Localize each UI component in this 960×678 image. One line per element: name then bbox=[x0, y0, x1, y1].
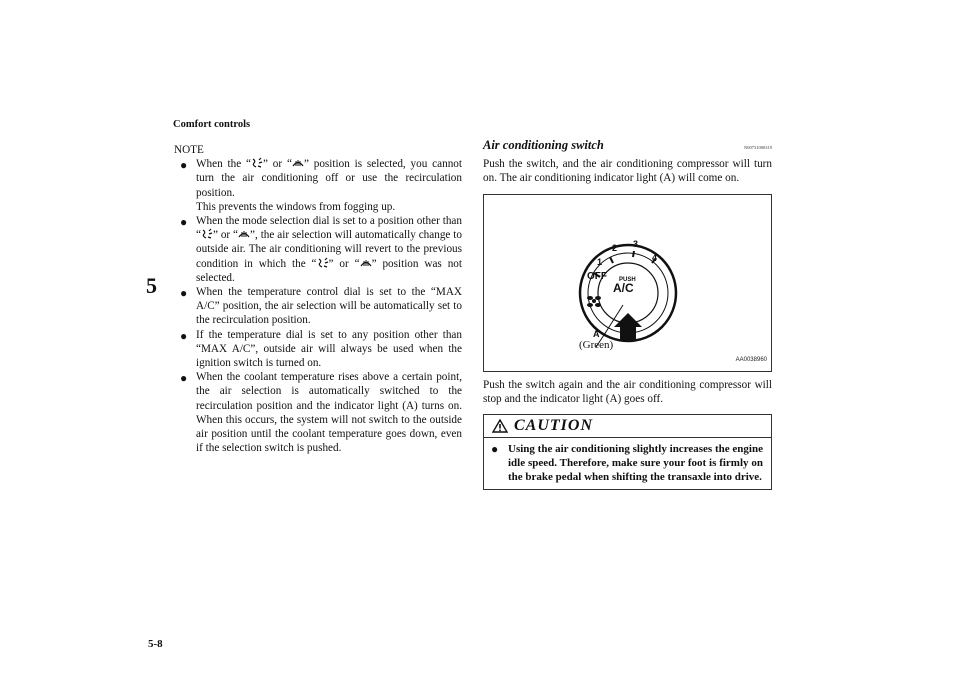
note-bullet-3: ● When the temperature control dial is set to the “MAX A/C” position, the air selection will be automatically set to the recirculation position. bbox=[180, 286, 462, 327]
indicator-label-a: A bbox=[593, 328, 600, 339]
defrost-mode-icon bbox=[360, 257, 372, 269]
figure-code: AA0038960 bbox=[735, 357, 767, 364]
caution-body bbox=[484, 438, 771, 485]
caution-box bbox=[483, 414, 772, 490]
indicator-color-label: (Green) bbox=[579, 338, 614, 351]
section-code: N00731000319 bbox=[744, 145, 772, 150]
section-heading bbox=[483, 138, 772, 155]
ac-switch-figure bbox=[483, 194, 772, 372]
section-title: Air conditioning switch bbox=[483, 138, 604, 152]
warning-triangle-icon bbox=[492, 419, 508, 433]
dial-label-3: 3 bbox=[633, 238, 639, 249]
page-header-title: Comfort controls bbox=[173, 119, 251, 130]
ac-section bbox=[483, 138, 772, 490]
note-label: NOTE bbox=[174, 144, 204, 156]
note-block bbox=[174, 143, 462, 455]
ac-paragraph-1: Push the switch, and the air conditioning compressor will turn on. The air conditioning indicator light (A) will come on. bbox=[483, 158, 772, 185]
bullet-dot-icon: ● bbox=[180, 328, 188, 343]
button-label-ac: A/C bbox=[613, 280, 634, 295]
note-bullet-4: ● If the temperature dial is set to any position other than “MAX A/C”, outside air will always be used when the ignition switch is turned on. bbox=[180, 328, 462, 370]
defrost-mode-icon bbox=[238, 228, 250, 240]
page-number: 5-8 bbox=[148, 638, 163, 650]
dial-label-off: OFF bbox=[587, 270, 607, 282]
caution-text: Using the air conditioning slightly increases the engine idle speed. Therefore, make sure your foot is firmly on the brake pedal when shifting the transaxle into drive. bbox=[508, 443, 763, 484]
defrost-floor-mode-icon bbox=[317, 257, 329, 269]
chapter-number: 5 bbox=[146, 273, 157, 298]
ac-paragraph-2: Push the switch again and the air conditioning compressor will stop and the indicator light (A) goes off. bbox=[483, 378, 772, 405]
dial-label-4: 4 bbox=[652, 252, 658, 263]
bullet-dot-icon: ● bbox=[180, 158, 188, 173]
bullet-dot-icon: ● bbox=[180, 286, 188, 301]
caution-header bbox=[484, 415, 771, 438]
bullet-dot-icon: ● bbox=[180, 371, 188, 386]
button-label-push: PUSH bbox=[619, 276, 636, 283]
defrost-floor-mode-icon bbox=[201, 228, 213, 240]
bullet-dot-icon: ● bbox=[180, 215, 188, 230]
caution-title: CAUTION bbox=[514, 416, 594, 434]
note-bullet-2: ● When the mode selection dial is set to a position other than “ ” or “ ”, the air selection will automatically change to outside air. The air conditioning will revert to the previous condition in which the “ ” or “ ” position was not selected. bbox=[180, 215, 462, 284]
defrost-floor-mode-icon bbox=[251, 157, 263, 169]
note-bullet-1: ● When the “ ” or “ ” position is selected, you cannot turn the air conditioning off or use the recirculation position. This prevents the windows from fogging up. bbox=[180, 158, 462, 213]
dial-label-1: 1 bbox=[597, 256, 603, 267]
defrost-mode-icon bbox=[292, 157, 304, 169]
note-bullet-5: ● When the coolant temperature rises above a certain point, the air selection is automatically switched to the recirculation position and the indicator light (A) turns on. When this occurs, the system will not switch to the outside air position until the coolant temperature goes down, even if the selection switch is pushed. bbox=[180, 371, 462, 455]
dial-label-2: 2 bbox=[612, 242, 618, 253]
bullet-dot-icon: ● bbox=[491, 442, 499, 457]
